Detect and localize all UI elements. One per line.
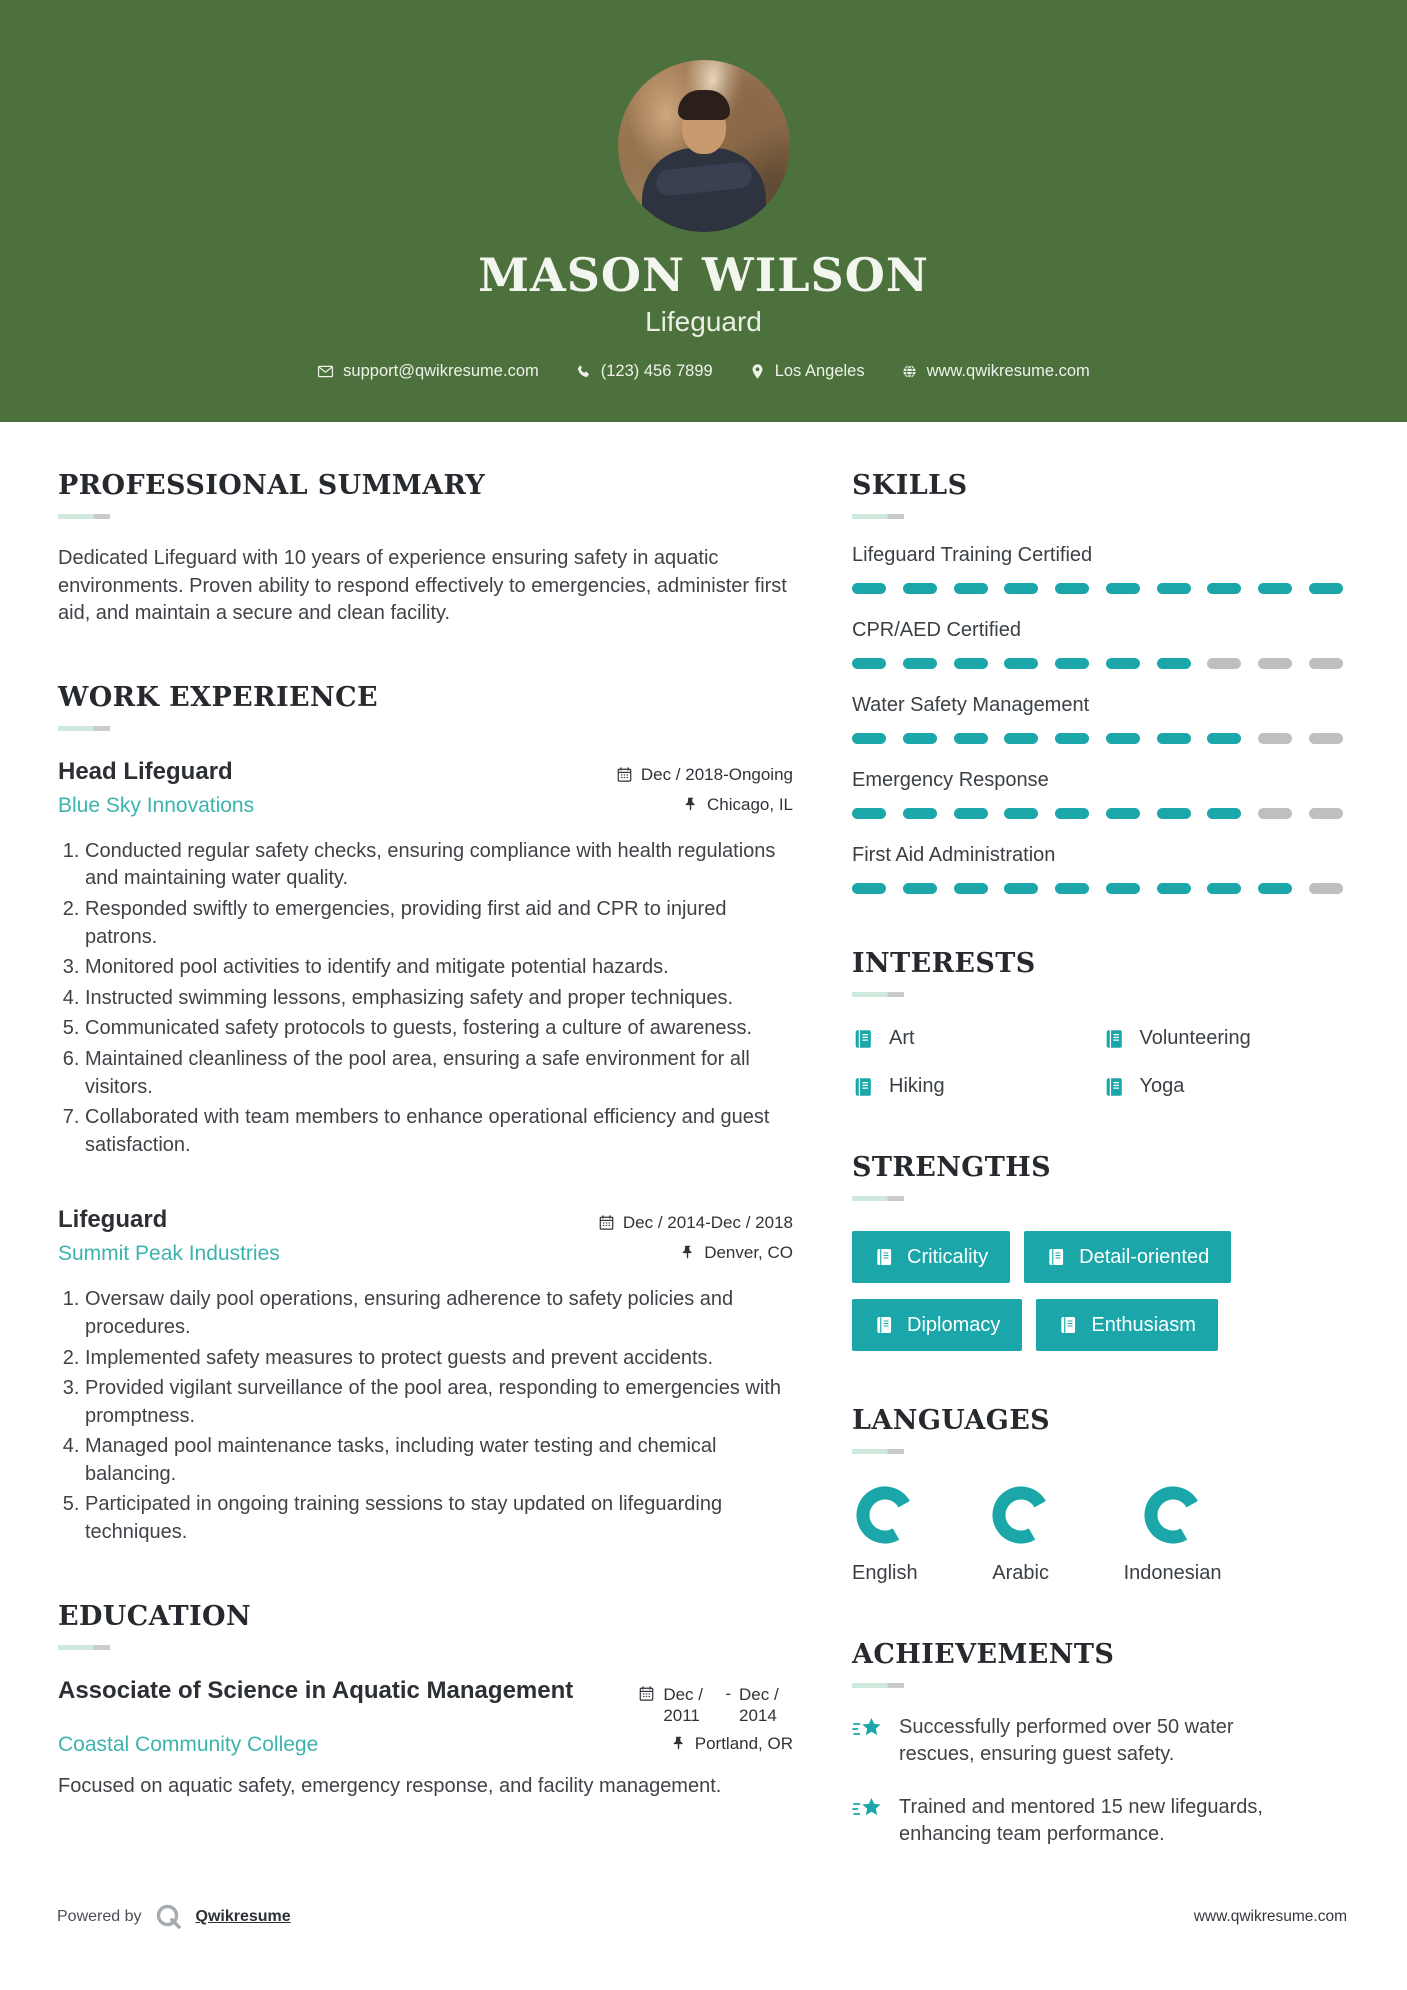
education-entry: [58, 1676, 793, 1801]
skill-level-segment: [903, 808, 937, 819]
skill-level-segment: [1207, 658, 1241, 669]
skill-level-segment: [852, 733, 886, 744]
contact-item[interactable]: [901, 362, 1090, 381]
skill-level-segment: [1004, 883, 1038, 894]
section-title-achievements: ACHIEVEMENTS: [852, 1639, 1115, 1670]
skill-level-segment: [1207, 808, 1241, 819]
job-role: Lifeguard: [58, 1206, 168, 1234]
jobs-list: [58, 757, 793, 1547]
skill-level-segment: [1004, 583, 1038, 594]
company-link[interactable]: Summit Peak Industries: [58, 1242, 280, 1266]
job-period-label: Dec / 2014-Dec / 2018: [622, 1213, 793, 1233]
mail-icon: [317, 363, 334, 380]
skill-level-segment: [1258, 658, 1292, 669]
skill-name: CPR/AED Certified: [852, 619, 1021, 641]
skill-level-segment: [1106, 808, 1140, 819]
section-strengths: [852, 1152, 1343, 1351]
job-location-label: Denver, CO: [704, 1243, 793, 1263]
book-icon: [852, 1076, 874, 1098]
interest-item: [852, 1027, 1093, 1050]
job-bullets: [58, 838, 793, 1160]
candidate-name: MASON WILSON: [478, 248, 929, 302]
job-bullet: 5. Participated in ongoing training sessions to stay updated on lifeguarding techniques.: [85, 1491, 793, 1546]
skill-name: Emergency Response: [852, 769, 1049, 791]
content-columns: [0, 422, 1407, 1848]
strength-label: Criticality: [907, 1245, 989, 1268]
book-icon: [1103, 1028, 1125, 1050]
book-icon: [1058, 1315, 1078, 1335]
contact-label: support@qwikresume.com: [343, 362, 539, 380]
interest-item: [852, 1075, 1093, 1098]
skill-level-segment: [1055, 808, 1089, 819]
candidate-job-title: Lifeguard: [645, 306, 762, 337]
section-title-education: EDUCATION: [58, 1600, 252, 1632]
job-entry: [58, 1205, 793, 1546]
section-languages: [852, 1405, 1343, 1585]
skill-name: First Aid Administration: [852, 844, 1056, 866]
job-bullet: 7. Collaborated with team members to enhance operational efficiency and guest satisfaction.: [85, 1104, 793, 1159]
job-location: [682, 795, 793, 815]
strength-pill: [852, 1299, 1022, 1351]
interest-item: [1103, 1027, 1344, 1050]
job-bullet: 1. Oversaw daily pool operations, ensuring adherence to safety policies and procedures.: [85, 1286, 793, 1341]
book-icon: [874, 1247, 894, 1267]
skill-level-segment: [954, 583, 988, 594]
interest-label: Art: [889, 1027, 915, 1049]
skill-level-segment: [1309, 808, 1343, 819]
achievements-list: [852, 1714, 1343, 1848]
contact-item[interactable]: [317, 362, 539, 381]
star-icon: [852, 1716, 884, 1744]
section-education: [58, 1601, 793, 1801]
contact-item[interactable]: [749, 362, 865, 381]
qwikresume-logo-icon: [154, 1902, 184, 1932]
skill-level-segment: [954, 658, 988, 669]
skill-level-segment: [1106, 583, 1140, 594]
achievement-text: Trained and mentored 15 new lifeguards, enhancing team performance.: [899, 1796, 1263, 1845]
achievement-item: [852, 1794, 1272, 1848]
skill-level-segment: [954, 808, 988, 819]
section-underline: [852, 1449, 904, 1454]
skill-level-segment: [852, 808, 886, 819]
skill-name: Lifeguard Training Certified: [852, 544, 1093, 566]
skill-level-segment: [1207, 883, 1241, 894]
skill-level-segment: [1309, 733, 1343, 744]
education-period-separator: -: [725, 1683, 731, 1703]
skills-list: [852, 544, 1343, 894]
contact-label: (123) 456 7899: [600, 362, 713, 380]
job-bullet: 1. Conducted regular safety checks, ensuring compliance with health regulations and maintaining water quality.: [85, 838, 793, 893]
skill-item: [852, 544, 1343, 594]
skill-level-segment: [1106, 883, 1140, 894]
section-interests: [852, 948, 1343, 1098]
degree-name: Associate of Science in Aquatic Management: [58, 1676, 574, 1704]
achievement-text: Successfully performed over 50 water rescues, ensuring guest safety.: [899, 1716, 1234, 1765]
skill-level-segment: [1258, 883, 1292, 894]
powered-by-label: Powered by: [57, 1908, 142, 1925]
skill-level-segment: [903, 583, 937, 594]
skill-level-segment: [1055, 733, 1089, 744]
skill-level-bar: [852, 883, 1343, 894]
language-label: English: [852, 1562, 918, 1584]
section-title-summary: PROFESSIONAL SUMMARY: [58, 470, 486, 501]
language-level-donut: [856, 1486, 914, 1544]
skill-item: [852, 619, 1343, 669]
job-bullets: [58, 1286, 793, 1546]
job-location: [679, 1243, 793, 1263]
sidebar-column: [852, 470, 1343, 1848]
skill-name: Water Safety Management: [852, 694, 1090, 716]
strength-pill: [1024, 1231, 1231, 1283]
contact-item[interactable]: [575, 362, 713, 381]
skill-level-segment: [1157, 883, 1191, 894]
skill-level-segment: [1309, 883, 1343, 894]
education-location-label: Portland, OR: [694, 1734, 793, 1754]
skill-level-segment: [1106, 733, 1140, 744]
skill-level-segment: [1309, 658, 1343, 669]
qwikresume-link[interactable]: Qwikresume: [195, 1908, 291, 1925]
globe-icon: [901, 363, 918, 380]
page-footer: [57, 1902, 1347, 1932]
education-period-start: Dec / 2011: [663, 1684, 704, 1725]
language-item: [992, 1486, 1050, 1585]
main-column: [58, 470, 793, 1848]
skill-level-segment: [1004, 658, 1038, 669]
job-period-label: Dec / 2018-Ongoing: [640, 764, 793, 784]
job-period: [598, 1213, 793, 1233]
interest-item: [1103, 1075, 1344, 1098]
pushpin-icon: [682, 796, 699, 813]
skill-level-segment: [1055, 658, 1089, 669]
skill-level-segment: [852, 883, 886, 894]
section-underline: [58, 1645, 110, 1650]
job-entry: [58, 757, 793, 1160]
skill-item: [852, 769, 1343, 819]
job-bullet: 3. Provided vigilant surveillance of the pool area, responding to emergencies with promptness.: [85, 1375, 793, 1430]
language-label: Indonesian: [1123, 1562, 1222, 1584]
section-title-strengths: STRENGTHS: [852, 1152, 1052, 1183]
section-title-work: WORK EXPERIENCE: [58, 681, 378, 713]
strength-label: Diplomacy: [907, 1313, 1001, 1336]
skill-level-bar: [852, 583, 1343, 594]
book-icon: [1103, 1076, 1125, 1098]
skill-level-segment: [954, 733, 988, 744]
calendar-icon: [638, 1685, 655, 1702]
profile-photo: [618, 60, 790, 232]
skill-level-segment: [1207, 583, 1241, 594]
footer-brand-row: [57, 1902, 291, 1932]
book-icon: [852, 1028, 874, 1050]
skill-level-bar: [852, 733, 1343, 744]
job-period: [616, 765, 793, 785]
skill-level-segment: [1106, 658, 1140, 669]
skill-level-segment: [1055, 583, 1089, 594]
skill-level-segment: [1258, 583, 1292, 594]
summary-text: Dedicated Lifeguard with 10 years of experience ensuring safety in aquatic environments. Proven ability to respond effectively to emergencies, administer first aid, and maintain a secure and clean facility.: [58, 547, 787, 625]
job-bullet: 2. Implemented safety measures to protect guests and prevent accidents.: [85, 1345, 793, 1373]
section-underline: [852, 514, 904, 519]
skill-level-segment: [1004, 733, 1038, 744]
section-work-experience: [58, 682, 793, 1547]
job-bullet: 2. Responded swiftly to emergencies, providing first aid and CPR to injured patrons.: [85, 896, 793, 951]
photo-hair-shape: [678, 90, 730, 120]
section-underline: [58, 514, 110, 519]
section-title-languages: LANGUAGES: [852, 1405, 1051, 1436]
skill-level-segment: [852, 658, 886, 669]
contact-label: www.qwikresume.com: [926, 362, 1090, 380]
resume-header: [0, 0, 1407, 422]
interests-grid: [852, 1027, 1343, 1098]
skill-level-segment: [1157, 583, 1191, 594]
languages-list: [852, 1486, 1343, 1585]
job-bullet: 3. Monitored pool activities to identify and mitigate potential hazards.: [85, 954, 793, 982]
company-link[interactable]: Blue Sky Innovations: [58, 793, 255, 817]
calendar-icon: [598, 1214, 615, 1231]
strengths-list: [852, 1231, 1343, 1351]
skill-level-segment: [1309, 583, 1343, 594]
job-role: Head Lifeguard: [58, 757, 233, 785]
pin-icon: [749, 363, 766, 380]
book-icon: [874, 1315, 894, 1335]
contact-label: Los Angeles: [774, 362, 865, 380]
skill-level-segment: [1004, 808, 1038, 819]
skill-level-segment: [954, 883, 988, 894]
education-period-end: Dec / 2014: [739, 1684, 779, 1725]
skill-item: [852, 844, 1343, 894]
job-bullet: 4. Managed pool maintenance tasks, including water testing and chemical balancing.: [85, 1433, 793, 1488]
skill-level-segment: [1157, 733, 1191, 744]
pushpin-icon: [670, 1735, 687, 1752]
skill-level-segment: [1258, 733, 1292, 744]
education-period: [638, 1684, 793, 1727]
interest-label: Hiking: [889, 1075, 945, 1097]
skill-level-bar: [852, 658, 1343, 669]
language-label: Arabic: [992, 1562, 1049, 1584]
skill-level-segment: [1055, 883, 1089, 894]
contact-row: [0, 362, 1407, 381]
book-icon: [1046, 1247, 1066, 1267]
interest-label: Yoga: [1139, 1075, 1185, 1097]
section-underline: [852, 1196, 904, 1201]
education-location: [670, 1734, 793, 1754]
job-bullet: 5. Communicated safety protocols to guests, fostering a culture of awareness.: [85, 1015, 793, 1043]
skill-level-segment: [1207, 733, 1241, 744]
pushpin-icon: [679, 1244, 696, 1261]
phone-icon: [575, 363, 592, 380]
strength-label: Detail-oriented: [1079, 1245, 1210, 1268]
section-underline: [852, 992, 904, 997]
skill-item: [852, 694, 1343, 744]
language-level-donut: [1144, 1486, 1202, 1544]
language-level-donut: [992, 1486, 1050, 1544]
section-skills: [852, 470, 1343, 894]
skill-level-segment: [903, 658, 937, 669]
skill-level-segment: [1157, 658, 1191, 669]
section-underline: [58, 726, 110, 731]
job-bullet: 6. Maintained cleanliness of the pool area, ensuring a safe environment for all visitors.: [85, 1046, 793, 1101]
education-description: Focused on aquatic safety, emergency response, and facility management.: [58, 1775, 722, 1798]
skill-level-segment: [1258, 808, 1292, 819]
job-location-label: Chicago, IL: [707, 794, 793, 814]
skill-level-segment: [1157, 808, 1191, 819]
section-underline: [852, 1683, 904, 1688]
section-title-interests: INTERESTS: [852, 948, 1036, 979]
language-item: [852, 1486, 918, 1585]
job-bullet: 4. Instructed swimming lessons, emphasizing safety and proper techniques.: [85, 985, 793, 1013]
skill-level-bar: [852, 808, 1343, 819]
strength-pill: [852, 1231, 1010, 1283]
language-item: [1124, 1486, 1222, 1585]
calendar-icon: [616, 766, 633, 783]
strength-label: Enthusiasm: [1091, 1313, 1196, 1336]
skill-level-segment: [852, 583, 886, 594]
section-professional-summary: [58, 470, 793, 628]
section-title-skills: SKILLS: [852, 470, 968, 501]
strength-pill: [1036, 1299, 1218, 1351]
skill-level-segment: [903, 883, 937, 894]
school-link[interactable]: Coastal Community College: [58, 1733, 319, 1757]
interest-label: Volunteering: [1139, 1027, 1251, 1049]
achievement-item: [852, 1714, 1272, 1768]
footer-website: www.qwikresume.com: [1193, 1908, 1347, 1925]
skill-level-segment: [903, 733, 937, 744]
section-achievements: [852, 1639, 1343, 1848]
star-icon: [852, 1796, 884, 1824]
